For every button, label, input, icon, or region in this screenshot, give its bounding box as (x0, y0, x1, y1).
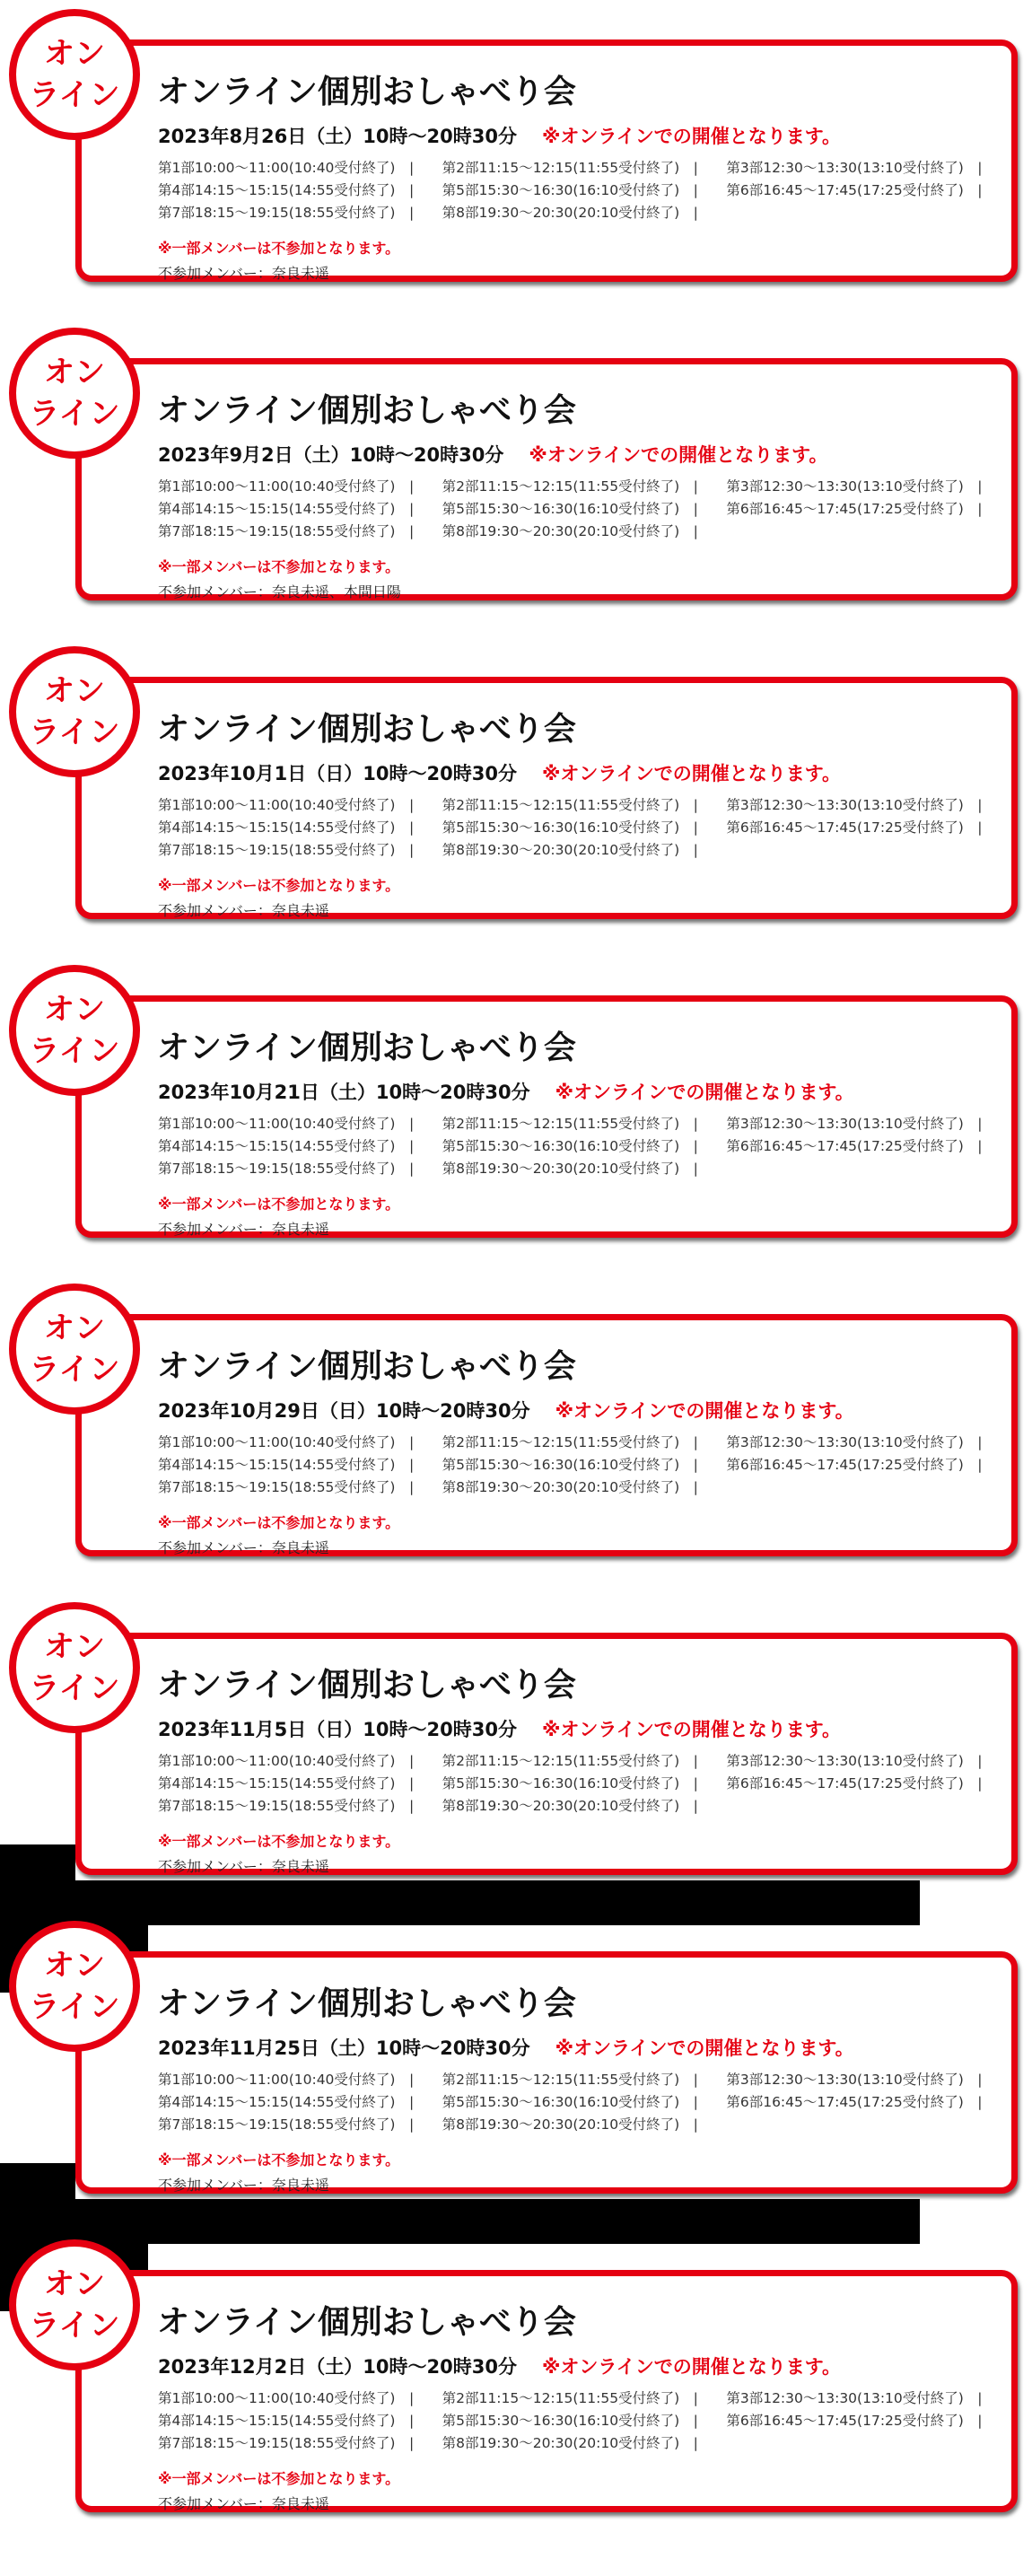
session-slot: 第5部15:30〜16:30(16:10受付終了) | (442, 182, 698, 198)
session-slot: 第5部15:30〜16:30(16:10受付終了) | (442, 501, 698, 517)
event-date-line (158, 1078, 854, 1105)
online-note: ※オンラインでの開催となります。 (541, 763, 842, 784)
event-date-line (158, 1397, 854, 1424)
event-date: 2023年11月5日（日）10時〜20時30分 (158, 1719, 517, 1740)
online-badge (9, 9, 140, 140)
session-slot: 第5部15:30〜16:30(16:10受付終了) | (442, 2094, 698, 2110)
session-schedule (158, 794, 1010, 862)
absence-notice: ※一部メンバーは不参加となります。 (158, 2151, 400, 2169)
session-slot: 第6部16:45〜17:45(17:25受付終了) | (726, 1138, 983, 1154)
event-date-line (158, 2353, 841, 2379)
event-date-line (158, 1715, 841, 1742)
badge-line-1: オン (44, 355, 105, 390)
session-slot: 第7部18:15〜19:15(18:55受付終了) | (158, 1479, 415, 1495)
session-slot: 第5部15:30〜16:30(16:10受付終了) | (442, 2413, 698, 2429)
session-row (158, 794, 1010, 817)
session-slot: 第6部16:45〜17:45(17:25受付終了) | (726, 1775, 983, 1792)
session-schedule (158, 157, 1010, 224)
session-slot: 第2部11:15〜12:15(11:55受付終了) | (442, 1116, 698, 1132)
session-slot: 第5部15:30〜16:30(16:10受付終了) | (442, 1138, 698, 1154)
session-slot: 第2部11:15〜12:15(11:55受付終了) | (442, 160, 698, 176)
session-row (158, 2091, 1010, 2114)
session-slot: 第7部18:15〜19:15(18:55受付終了) | (158, 2116, 415, 2133)
online-badge (9, 328, 140, 459)
absence-notice: ※一部メンバーは不参加となります。 (158, 877, 400, 894)
event-date: 2023年8月26日（土）10時〜20時30分 (158, 126, 517, 147)
absent-members: 不参加メンバー：奈良未遥 (158, 1539, 329, 1556)
badge-line-1: オン (44, 2266, 105, 2302)
session-slot: 第8部19:30〜20:30(20:10受付終了) | (442, 2116, 698, 2133)
online-badge (9, 1284, 140, 1415)
event-title: オンライン個別おしゃべり会 (157, 1667, 576, 1704)
session-slot: 第1部10:00〜11:00(10:40受付終了) | (158, 1116, 415, 1132)
absence-notice: ※一部メンバーは不参加となります。 (158, 1514, 400, 1531)
online-note: ※オンラインでの開催となります。 (529, 444, 828, 466)
absent-members: 不参加メンバー：奈良未遥 (158, 1858, 329, 1875)
session-slot: 第1部10:00〜11:00(10:40受付終了) | (158, 2072, 415, 2088)
badge-line-2: ライン (29, 77, 120, 113)
session-slot: 第3部12:30〜13:30(13:10受付終了) | (726, 478, 983, 495)
session-slot: 第6部16:45〜17:45(17:25受付終了) | (726, 2094, 983, 2110)
session-schedule (158, 2069, 1010, 2136)
session-slot: 第6部16:45〜17:45(17:25受付終了) | (726, 1457, 983, 1473)
session-schedule (158, 2388, 1010, 2455)
session-schedule (158, 476, 1010, 543)
session-slot: 第2部11:15〜12:15(11:55受付終了) | (442, 797, 698, 813)
event-date: 2023年10月29日（日）10時〜20時30分 (158, 1400, 530, 1422)
online-note: ※オンラインでの開催となります。 (541, 2356, 842, 2378)
session-row (158, 1432, 1010, 1454)
session-slot: 第1部10:00〜11:00(10:40受付終了) | (158, 2390, 415, 2406)
session-slot: 第4部14:15〜15:15(14:55受付終了) | (158, 501, 415, 517)
session-slot: 第3部12:30〜13:30(13:10受付終了) | (726, 2390, 983, 2406)
session-slot: 第5部15:30〜16:30(16:10受付終了) | (442, 1775, 698, 1792)
session-schedule (158, 1750, 1010, 1818)
session-slot (726, 2114, 1010, 2136)
event-title: オンライン個別おしゃべり会 (157, 1348, 576, 1385)
event-item (0, 1912, 1032, 2208)
event-item (0, 637, 1032, 933)
badge-line-1: オン (44, 1310, 105, 1346)
session-slot: 第2部11:15〜12:15(11:55受付終了) | (442, 478, 698, 495)
session-slot: 第8部19:30〜20:30(20:10受付終了) | (442, 842, 698, 858)
session-row (158, 1113, 1010, 1135)
session-row (158, 2432, 1010, 2455)
session-slot: 第7部18:15〜19:15(18:55受付終了) | (158, 842, 415, 858)
absent-members: 不参加メンバー：奈良未遥、本間日陽 (158, 583, 401, 600)
session-row (158, 157, 1010, 180)
absence-notice: ※一部メンバーは不参加となります。 (158, 558, 400, 575)
online-note: ※オンラインでの開催となります。 (555, 1400, 854, 1422)
absence-notice: ※一部メンバーは不参加となります。 (158, 240, 400, 257)
session-row (158, 1750, 1010, 1773)
event-date-line (158, 441, 827, 468)
session-slot: 第8部19:30〜20:30(20:10受付終了) | (442, 1798, 698, 1814)
badge-line-1: オン (44, 1948, 105, 1984)
online-badge (9, 965, 140, 1096)
session-slot: 第2部11:15〜12:15(11:55受付終了) | (442, 1753, 698, 1769)
session-slot: 第5部15:30〜16:30(16:10受付終了) | (442, 1457, 698, 1473)
session-slot: 第4部14:15〜15:15(14:55受付終了) | (158, 2413, 415, 2429)
event-title: オンライン個別おしゃべり会 (157, 711, 576, 748)
session-slot (726, 839, 1010, 862)
badge-line-2: ライン (29, 714, 120, 750)
online-badge (9, 2239, 140, 2370)
absent-members: 不参加メンバー：奈良未遥 (158, 902, 329, 919)
session-slot: 第4部14:15〜15:15(14:55受付終了) | (158, 1457, 415, 1473)
session-row (158, 1454, 1010, 1476)
session-slot (726, 1476, 1010, 1499)
event-date: 2023年10月21日（土）10時〜20時30分 (158, 1082, 530, 1103)
event-date: 2023年12月2日（土）10時〜20時30分 (158, 2356, 517, 2378)
badge-line-2: ライン (29, 1033, 120, 1069)
event-title: オンライン個別おしゃべり会 (157, 1030, 576, 1066)
online-badge (9, 646, 140, 777)
session-slot: 第3部12:30〜13:30(13:10受付終了) | (726, 1116, 983, 1132)
session-slot: 第4部14:15〜15:15(14:55受付終了) | (158, 1775, 415, 1792)
session-slot: 第2部11:15〜12:15(11:55受付終了) | (442, 2072, 698, 2088)
session-slot: 第6部16:45〜17:45(17:25受付終了) | (726, 501, 983, 517)
session-slot: 第4部14:15〜15:15(14:55受付終了) | (158, 2094, 415, 2110)
session-slot: 第6部16:45〜17:45(17:25受付終了) | (726, 819, 983, 836)
event-item (0, 319, 1032, 615)
session-slot: 第3部12:30〜13:30(13:10受付終了) | (726, 160, 983, 176)
session-row (158, 498, 1010, 521)
session-slot: 第3部12:30〜13:30(13:10受付終了) | (726, 1434, 983, 1450)
session-slot: 第6部16:45〜17:45(17:25受付終了) | (726, 182, 983, 198)
session-slot: 第1部10:00〜11:00(10:40受付終了) | (158, 1434, 415, 1450)
session-slot: 第1部10:00〜11:00(10:40受付終了) | (158, 1753, 415, 1769)
event-item (0, 1593, 1032, 1889)
event-item (0, 2230, 1032, 2527)
event-date-line (158, 122, 841, 149)
event-item (0, 956, 1032, 1252)
online-note: ※オンラインでの開催となります。 (541, 1719, 842, 1740)
session-row (158, 180, 1010, 202)
session-row (158, 1135, 1010, 1158)
session-slot: 第1部10:00〜11:00(10:40受付終了) | (158, 478, 415, 495)
session-slot: 第7部18:15〜19:15(18:55受付終了) | (158, 2435, 415, 2451)
session-row (158, 1773, 1010, 1795)
session-slot: 第8部19:30〜20:30(20:10受付終了) | (442, 1479, 698, 1495)
session-row (158, 1158, 1010, 1180)
session-slot: 第8部19:30〜20:30(20:10受付終了) | (442, 523, 698, 539)
event-title: オンライン個別おしゃべり会 (157, 74, 576, 110)
online-note: ※オンラインでの開催となります。 (555, 2037, 854, 2059)
badge-line-1: オン (44, 36, 105, 72)
session-slot: 第7部18:15〜19:15(18:55受付終了) | (158, 1161, 415, 1177)
session-slot: 第4部14:15〜15:15(14:55受付終了) | (158, 1138, 415, 1154)
badge-line-2: ライン (29, 1989, 120, 2025)
session-row (158, 202, 1010, 224)
session-slot (726, 521, 1010, 543)
session-row (158, 839, 1010, 862)
session-slot: 第7部18:15〜19:15(18:55受付終了) | (158, 1798, 415, 1814)
session-row (158, 2114, 1010, 2136)
event-title: オンライン個別おしゃべり会 (157, 392, 576, 429)
absent-members: 不参加メンバー：奈良未遥 (158, 2495, 329, 2512)
session-slot: 第7部18:15〜19:15(18:55受付終了) | (158, 205, 415, 221)
session-row (158, 2388, 1010, 2410)
badge-line-2: ライン (29, 396, 120, 432)
session-row (158, 1476, 1010, 1499)
session-slot (726, 2432, 1010, 2455)
session-row (158, 1795, 1010, 1818)
session-slot: 第8部19:30〜20:30(20:10受付終了) | (442, 1161, 698, 1177)
online-badge (9, 1921, 140, 2052)
session-slot: 第6部16:45〜17:45(17:25受付終了) | (726, 2413, 983, 2429)
session-slot: 第3部12:30〜13:30(13:10受付終了) | (726, 2072, 983, 2088)
session-slot: 第2部11:15〜12:15(11:55受付終了) | (442, 2390, 698, 2406)
absent-members: 不参加メンバー：奈良未遥 (158, 2177, 329, 2194)
session-slot: 第1部10:00〜11:00(10:40受付終了) | (158, 160, 415, 176)
absence-notice: ※一部メンバーは不参加となります。 (158, 1833, 400, 1850)
session-slot: 第4部14:15〜15:15(14:55受付終了) | (158, 819, 415, 836)
session-slot (726, 202, 1010, 224)
session-slot: 第4部14:15〜15:15(14:55受付終了) | (158, 182, 415, 198)
badge-line-1: オン (44, 992, 105, 1028)
session-row (158, 2410, 1010, 2432)
absent-members: 不参加メンバー：奈良未遥 (158, 1221, 329, 1238)
session-row (158, 2069, 1010, 2091)
session-slot: 第1部10:00〜11:00(10:40受付終了) | (158, 797, 415, 813)
session-slot: 第5部15:30〜16:30(16:10受付終了) | (442, 819, 698, 836)
badge-line-2: ライン (29, 2308, 120, 2344)
badge-line-1: オン (44, 673, 105, 709)
online-note: ※オンラインでの開催となります。 (541, 126, 842, 147)
event-title: オンライン個別おしゃべり会 (157, 2304, 576, 2341)
event-title: オンライン個別おしゃべり会 (157, 1985, 576, 2022)
absence-notice: ※一部メンバーは不参加となります。 (158, 2470, 400, 2487)
session-slot: 第8部19:30〜20:30(20:10受付終了) | (442, 2435, 698, 2451)
session-schedule (158, 1113, 1010, 1180)
session-schedule (158, 1432, 1010, 1499)
event-date: 2023年9月2日（土）10時〜20時30分 (158, 444, 504, 466)
session-slot (726, 1158, 1010, 1180)
session-slot: 第3部12:30〜13:30(13:10受付終了) | (726, 1753, 983, 1769)
event-item (0, 0, 1032, 296)
session-row (158, 476, 1010, 498)
session-row (158, 817, 1010, 839)
session-slot: 第3部12:30〜13:30(13:10受付終了) | (726, 797, 983, 813)
online-badge (9, 1602, 140, 1733)
event-date: 2023年10月1日（日）10時〜20時30分 (158, 763, 517, 784)
absence-notice: ※一部メンバーは不参加となります。 (158, 1196, 400, 1213)
online-note: ※オンラインでの開催となります。 (555, 1082, 854, 1103)
event-item (0, 1275, 1032, 1571)
session-slot: 第2部11:15〜12:15(11:55受付終了) | (442, 1434, 698, 1450)
badge-line-2: ライン (29, 1670, 120, 1706)
event-date-line (158, 759, 841, 786)
session-row (158, 521, 1010, 543)
badge-line-2: ライン (29, 1352, 120, 1388)
session-slot: 第8部19:30〜20:30(20:10受付終了) | (442, 205, 698, 221)
session-slot (726, 1795, 1010, 1818)
badge-line-1: オン (44, 1629, 105, 1665)
event-date: 2023年11月25日（土）10時〜20時30分 (158, 2037, 530, 2059)
session-slot: 第7部18:15〜19:15(18:55受付終了) | (158, 523, 415, 539)
absent-members: 不参加メンバー：奈良未遥 (158, 265, 329, 282)
event-date-line (158, 2034, 854, 2061)
